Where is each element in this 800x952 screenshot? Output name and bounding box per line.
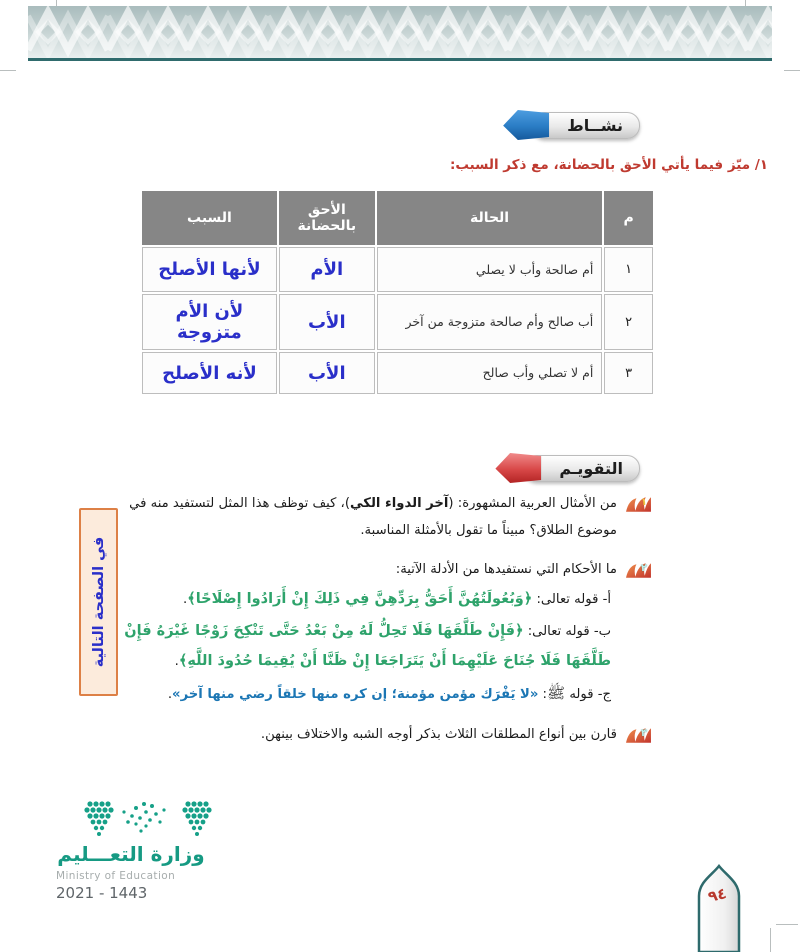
evidence-c	[124, 678, 617, 709]
swoosh-marker-icon	[625, 494, 652, 515]
evidence-label: ب- قوله تعالى:	[523, 623, 611, 639]
crop-mark	[0, 70, 16, 71]
evaluation-banner-label: التقويـم	[559, 459, 623, 478]
crop-mark	[56, 0, 57, 6]
evaluation-banner	[524, 455, 640, 482]
case-text: أم لا تصلي وأب صالح	[377, 352, 603, 394]
crop-mark	[784, 70, 800, 71]
list-item	[124, 721, 652, 748]
geometric-pattern-icon	[28, 6, 772, 58]
answer-entitled: الأب	[279, 294, 375, 350]
evidence-a	[124, 585, 617, 615]
swoosh-marker-icon	[625, 725, 652, 746]
table-row	[142, 352, 653, 394]
case-text: أب صالح وأم صالحة متزوجة من آخر	[377, 294, 603, 350]
swoosh-marker-icon	[625, 560, 652, 581]
evidence-b	[124, 617, 617, 676]
table-row	[142, 294, 653, 350]
ministry-logo-icon	[82, 798, 214, 842]
activity-instruction: ١/ ميّز فيما يأتي الأحق بالحضانة، مع ذكر السبب:	[449, 157, 768, 173]
marker-number: ١	[640, 497, 647, 508]
pbuh-symbol: ﷺ	[547, 684, 566, 703]
period: .	[167, 687, 173, 703]
dome-arch-icon	[695, 864, 743, 952]
evidence-label: ج- قوله	[565, 687, 611, 703]
activity-banner	[532, 112, 640, 139]
answer-entitled: الأم	[279, 247, 375, 292]
item-text-part: من الأمثال العربية المشهورة: (	[448, 496, 617, 511]
ministry-wordmark-english: Ministry of Education	[56, 870, 176, 882]
marker-number: ٣	[640, 728, 647, 740]
header-entitled: الأحق بالحضانة	[279, 191, 375, 245]
colon: :	[538, 687, 547, 703]
table-row	[142, 247, 653, 292]
period: .	[174, 653, 179, 669]
list-item	[124, 490, 652, 544]
item-heading: ما الأحكام التي نستفيدها من الأدلة الآتية:	[395, 562, 617, 578]
item-text-part: )، كيف توظف هذا المثل لتستفيد منه في موضوع الطلاق؟ مبيناً ما تقول بالأمثلة المناسبة.	[129, 496, 617, 539]
decorative-geometric-band	[28, 6, 772, 61]
margin-note-text: في الصفحة التالية	[90, 536, 107, 668]
row-number: ١	[604, 247, 653, 292]
row-number: ٢	[604, 294, 653, 350]
header-case: الحالة	[377, 191, 603, 245]
margin-note-box	[79, 508, 118, 696]
crop-mark	[770, 928, 771, 952]
evaluation-list	[124, 490, 652, 748]
quran-verse: ﴿وَبُعُولَتُهُنَّ أَحَقُّ بِرَدِّهِنَّ فِي ذَلِكَ إِنْ أَرَادُوا إِصْلَاحًا﴾	[187, 591, 533, 608]
answer-entitled: الأب	[279, 352, 375, 394]
header-num: م	[604, 191, 653, 245]
hadith-text: «لا يَفْرَك مؤمن مؤمنة؛ إن كره منها خلقاً رضي منها آخر»	[172, 687, 539, 703]
edition-year: 2021 - 1443	[56, 884, 148, 902]
period: .	[183, 592, 188, 608]
item-text-bold: آخر الدواء الكي	[349, 496, 449, 511]
list-item	[124, 556, 652, 709]
crop-mark	[745, 0, 746, 6]
red-arrow-icon	[495, 453, 541, 483]
header-reason: السبب	[142, 191, 277, 245]
ministry-wordmark-arabic: وزارة التعـــليم	[57, 842, 205, 866]
item-text: قارن بين أنواع المطلقات الثلاث بذكر أوجه الشبه والاختلاف بينهن.	[260, 727, 617, 743]
custody-table	[140, 189, 655, 396]
quran-verse: ﴿فَإِنْ طَلَّقَهَا فَلَا تَحِلُّ لَهُ مِنْ بَعْدُ حَتَّى تَنْكِحَ زَوْجًا غَيْرَهُ فَإِنْ طَلَّقَهَا فَلَا جُنَاحَ عَلَيْهِمَا أَنْ يَتَرَاجَعَا إِنْ ظَنَّا أَنْ يُقِيمَا حُدُودَ اللَّهِ﴾	[124, 622, 611, 669]
item-text	[124, 490, 617, 544]
answer-reason: لأنه الأصلح	[142, 352, 277, 394]
table-header-row	[142, 191, 653, 245]
activity-banner-label: نشــاط	[567, 116, 623, 135]
answer-reason: لأنها الأصلح	[142, 247, 277, 292]
blue-arrow-icon	[503, 110, 549, 140]
row-number: ٣	[604, 352, 653, 394]
crop-mark	[776, 924, 798, 925]
page-number-tab	[695, 864, 743, 952]
marker-number: ٢	[640, 563, 647, 575]
answer-reason: لأن الأم متزوجة	[142, 294, 277, 350]
evidence-label: أ- قوله تعالى:	[532, 592, 611, 608]
item-text	[124, 556, 617, 709]
case-text: أم صالحة وأب لا يصلي	[377, 247, 603, 292]
page-number: ٩٤	[706, 884, 729, 906]
